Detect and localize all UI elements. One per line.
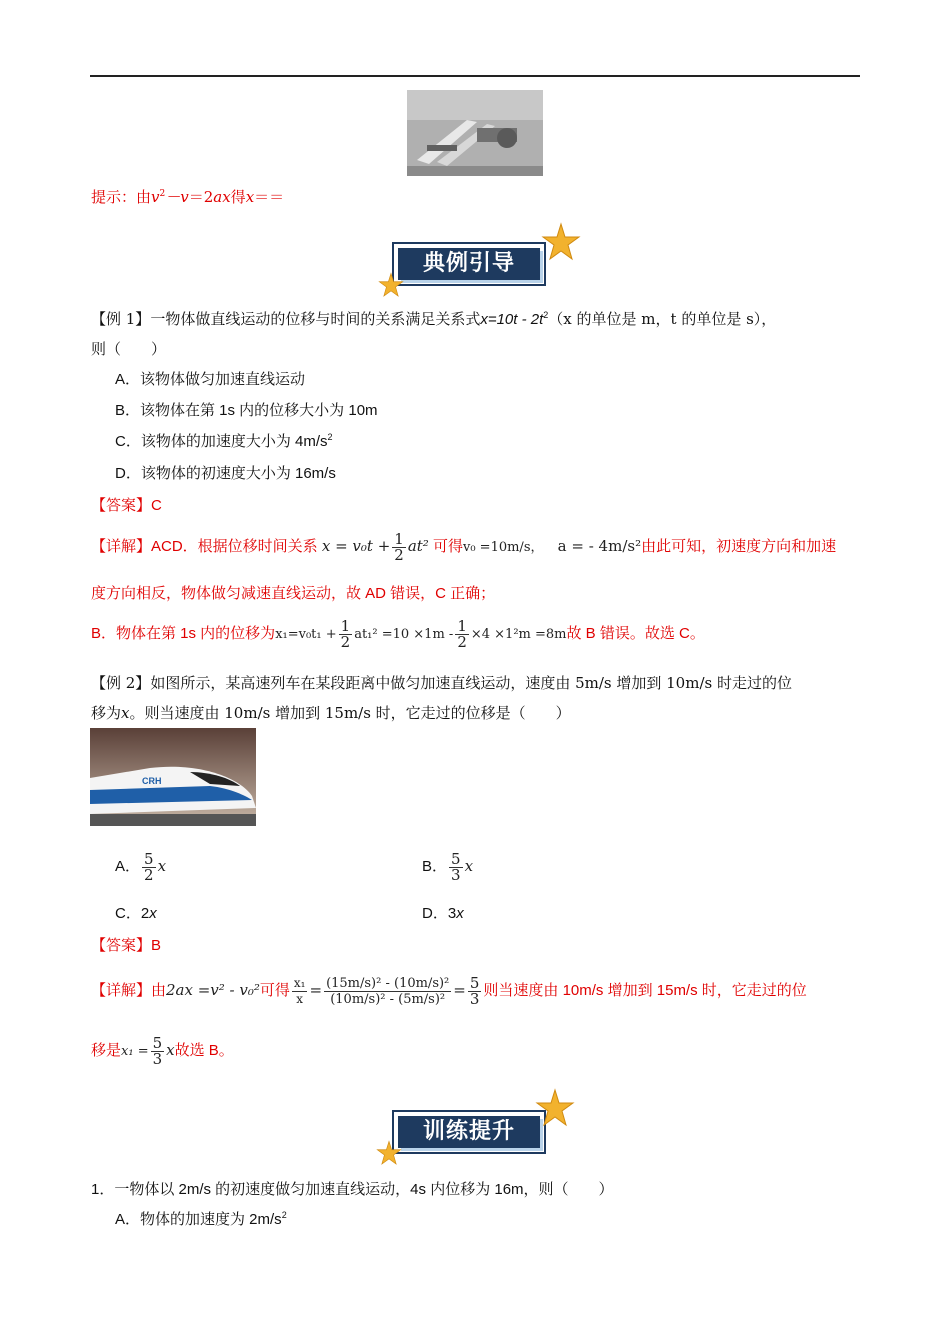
example1-option-c: C．该物体的加速度大小为 $4m/s^2$	[115, 432, 333, 450]
star-icon	[541, 222, 581, 262]
example1-detail-line2: 度方向相反，物体做匀减速直线运动，故 AD 错误，C 正确；	[91, 585, 496, 602]
train-photo	[90, 728, 256, 826]
example2-stem-line2: 移为x。则当速度由 10m/s 增加到 15m/s 时，它走过的位移是（ ）	[91, 704, 571, 722]
examples-banner	[386, 236, 556, 292]
example2-detail: 【详解】由2ax =v² - v₀²可得 $\frac{\text{x₁}}{x}$ = $\frac{\text{(15m/s)² - (10m/s)²}}{\text{(10m/s)² - (5m/s)²}}$ = $\frac{5}{3}$ 则当速度由 10m/s 增加到 15m/s 时，它走过的位	[91, 973, 807, 1008]
train-logo: CRH	[142, 776, 162, 786]
example2-option-b: B． $\frac{5}{3}$ x	[422, 849, 474, 884]
star-icon	[378, 272, 404, 298]
example1-stem: 【例 1】一物体做直线运动的位移与时间的关系满足关系式$x=10t - 2t^2(x$ 的单位是 m，t 的单位是 s），	[91, 310, 777, 328]
example1-option-a: A．该物体做匀加速直线运动	[115, 371, 306, 388]
airport-photo	[407, 90, 543, 176]
header-rule	[90, 75, 860, 77]
training-banner-title: 训练提升	[422, 1119, 515, 1144]
star-icon	[376, 1140, 402, 1166]
example1-answer: 【答案】C	[91, 497, 162, 514]
example2-option-a: A． $\frac{5}{2}$ x	[115, 849, 167, 884]
examples-banner-title: 典例引导	[422, 251, 515, 276]
example1-stem-line2: 则（ ）	[91, 340, 167, 358]
training-banner	[386, 1104, 556, 1160]
star-icon	[535, 1088, 575, 1128]
example2-stem-line1: 【例 2】如图所示，某高速列车在某段距离中做匀加速直线运动，速度由 5m/s 增加到 10m/s 时走过的位	[91, 674, 792, 692]
example2-option-d: D．3x	[422, 905, 464, 922]
hint-line: 提示：由$v^2-v=2ax$得x＝＝	[91, 188, 285, 206]
training-q1: 1．一物体以 2m/s 的初速度做匀加速直线运动，4s 内位移为 16m，则（ ）	[91, 1181, 614, 1198]
hint-label: 提示：由	[91, 188, 152, 206]
example2-detail-line2: 移是x₁ = $\frac{5}{3}$ x故选 B。	[91, 1033, 234, 1068]
example1-detail: 【详解】ACD．根据位移时间关系 x = v₀t + $\frac{1}{2}$ at² 可得v₀ =10m/s， a = - 4m/s²由此可知，初速度方向和加速	[91, 529, 837, 564]
training-q1-option-a: A．物体的加速度为 $2m/s^2$	[115, 1210, 287, 1228]
example1-option-b: B．该物体在第 1s 内的位移大小为 10m	[115, 402, 378, 419]
example2-answer: 【答案】B	[91, 937, 162, 954]
example1-detail-b: B．物体在第 1s 内的位移为x₁=v₀t₁ + $\frac{1}{2}$ at₁² =10 ×1m - $\frac{1}{2}$ ×4 ×1²m =8m故 B 错误。故选 C。	[91, 616, 705, 651]
example2-option-c: C．2x	[115, 905, 157, 922]
example1-option-d: D．该物体的初速度大小为 16m/s	[115, 465, 336, 482]
